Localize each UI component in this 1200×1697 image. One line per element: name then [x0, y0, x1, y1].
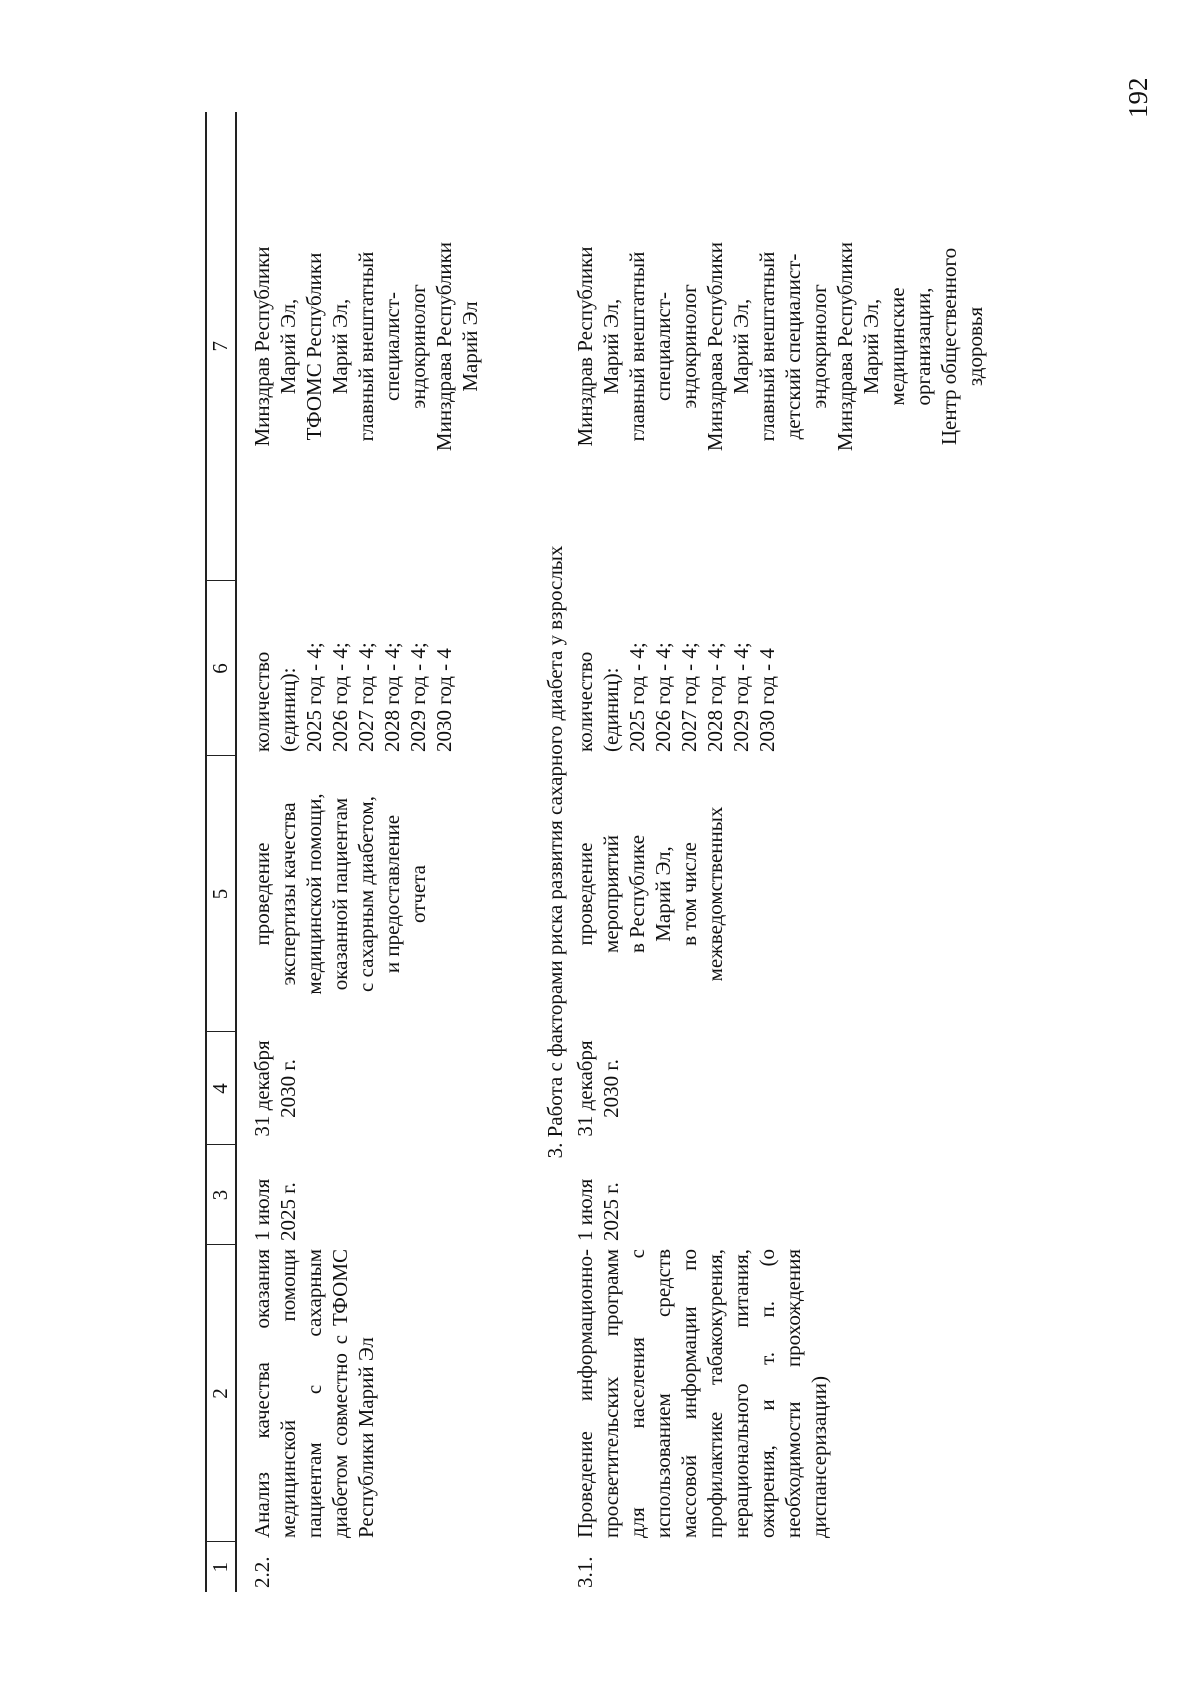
end-date: 31 декабря 2030 г. — [250, 1040, 300, 1137]
indicator: количество (единиц): 2025 год - 4; 2026 год - 4; 2027 год - 4; 2028 год - 4; 2029 год - 4; 2030 год - 4 — [250, 642, 456, 752]
action-plan-table — [205, 112, 988, 1592]
table-row — [572, 112, 988, 1592]
expected-result: проведение мероприятий в Республике Марий Эл, в том числе межведомственных — [573, 806, 727, 982]
action-description: Анализ качества оказания медицинской помощи пациентам с сахарным диабетом совместно с ТФОМС Республики Марий Эл — [250, 1249, 378, 1538]
responsible: Минздрав Республики Марий Эл, главный внештатный специалист- эндокринолог Минздрава Республики Марий Эл, главный внештатный детский специалист- эндокринолог Минздрава Республики Марий Эл, медицинские организации, Центр общественного здоровья — [573, 241, 987, 452]
action-description: Проведение информационно-просветительских программ для населения с использованием средств массовой информации по профилактике табакокурения, нерационального питания, ожирения, и т. п. (о необходимости прохождения диспансеризации) — [573, 1249, 831, 1538]
header-col-7: 7 — [206, 112, 236, 581]
indicator: количество (единиц): 2025 год - 4; 2026 год - 4; 2027 год - 4; 2028 год - 4; 2029 год - 4; 2030 год - 4 — [573, 642, 779, 752]
end-date: 31 декабря 2030 г. — [573, 1040, 623, 1137]
table-row — [249, 112, 542, 1592]
header-col-1: 1 — [206, 1542, 236, 1592]
row-number: 2.2. — [250, 1556, 274, 1588]
header-col-4: 4 — [206, 1032, 236, 1145]
rotated-page — [205, 112, 1055, 1592]
header-row — [206, 112, 236, 1592]
responsible: Минздрав Республики Марий Эл, ТФОМС Республики Марий Эл, главный внештатный специалист- эндокринолог Минздрава Республики Марий Эл — [250, 241, 482, 452]
header-col-6: 6 — [206, 581, 236, 756]
section-row — [542, 112, 572, 1592]
header-col-5: 5 — [206, 756, 236, 1032]
start-date: 1 июля 2025 г. — [573, 1178, 623, 1241]
row-number: 3.1. — [573, 1556, 597, 1588]
header-col-2: 2 — [206, 1245, 236, 1542]
section-title: 3. Работа с факторами риска развития сахарного диабета у взрослых — [543, 545, 567, 1159]
expected-result: проведение экспертизы качества медицинской помощи, оказанной пациентам с сахарным диабетом, и предоставление отчета — [250, 793, 430, 995]
start-date: 1 июля 2025 г. — [250, 1178, 300, 1241]
page-number: 192 — [1123, 77, 1153, 118]
header-col-3: 3 — [206, 1145, 236, 1245]
